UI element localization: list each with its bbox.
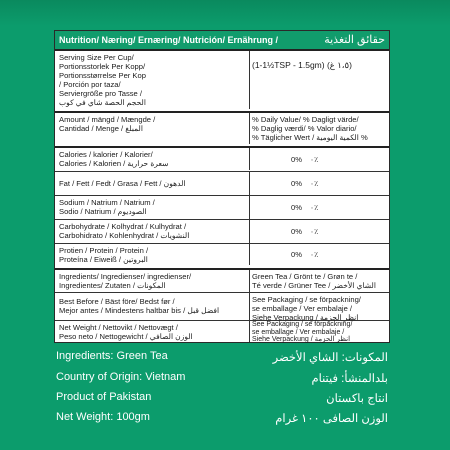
protein-row [55, 243, 389, 265]
nutrient-label: Fat / Fett / Fedt / Grasa / Fett / الدهون [59, 179, 186, 188]
nutrient-value: 0% [291, 179, 302, 188]
nutrient-value: 0% [291, 227, 302, 236]
best-before-label: Mejor antes / Mindestens haltbar bis / افضل قبل [59, 306, 220, 315]
bottom-country-arabic: بلدالمنشأ: فيتنام [311, 373, 388, 385]
nutrient-label: Calories / kalorier / Kalorier/ [59, 150, 153, 159]
ingredients-value: Green Tea / Grönt te / Grøn te / [252, 272, 358, 281]
bottom-country: Country of Origin: Vietnam [56, 371, 186, 383]
nutrient-label: Carbohidrato / Kohlenhydrat / النشويات [59, 231, 190, 240]
nutrient-value: 0% [291, 155, 302, 164]
nutrient-value: 0% [291, 250, 302, 259]
header-title-arabic: حقائق التغذية [324, 34, 385, 46]
nutrient-value: 0% [291, 203, 302, 212]
sodium-row [55, 195, 389, 219]
amount-label: Cantidad / Menge / المبلغ [59, 124, 143, 133]
bottom-ingredients-arabic: المكونات: الشاي الأخضر [272, 352, 388, 364]
nutrient-label: Calories / Kalorien / سعرة حرارية [59, 159, 169, 168]
ingredients-label: Ingredients/ Ingredienser/ ingredienser/ [59, 272, 192, 281]
nutrient-value-arabic: ٠٪ [310, 250, 319, 259]
calories-row [55, 146, 389, 170]
ingredients-table-row [55, 268, 389, 292]
net-weight-label: Peso neto / Nettogewicht / الوزن الصافي [59, 332, 193, 341]
best-before-value: se emballage / Ver embalaje / [252, 304, 353, 313]
serving-label: Portionsstorlek Per Kopp/ [59, 62, 146, 71]
serving-label: Serviergröße pro Tasse / [59, 89, 143, 98]
serving-value: (1-1½TSP - 1.5gm) (١،٥ غ) [252, 60, 352, 70]
nutrient-value-arabic: ٠٪ [310, 203, 319, 212]
serving-label: Portionsstørrelse Per Kop [59, 71, 146, 80]
ingredients-label: Ingredientes/ Zutaten / المكونات [59, 281, 166, 290]
net-weight-value: se emballage / Ver embalaje / [252, 328, 345, 336]
fat-row [55, 171, 389, 195]
nutrient-label: Sodium / Natrium / Natrium / [59, 198, 155, 207]
daily-value-label: % Daglig værdi/ % Valor diario/ [252, 124, 357, 133]
serving-label: Serving Size Per Cup/ [59, 53, 134, 62]
nutrient-label: Sodio / Natrium / الصوديوم [59, 207, 147, 216]
best-before-label: Best Before / Bäst före/ Bedst før / [59, 297, 175, 306]
best-before-row [55, 292, 389, 320]
background-shade [0, 0, 450, 26]
net-weight-table-row [55, 320, 389, 342]
nutrient-label: Carbohydrate / Kolhydrat / Kulhydrat / [59, 222, 187, 231]
daily-value-label: % Daily Value/ % Dagligt värde/ [252, 115, 359, 124]
bottom-product-arabic: انتاج باكستان [326, 393, 388, 405]
amount-label: Amount / mängd / Mængde / [59, 115, 156, 124]
best-before-value: Siehe Verpackung / انظر الحزمة [252, 313, 359, 322]
nutrition-panel [54, 30, 390, 343]
serving-row [55, 49, 389, 109]
serving-label-arabic: الحجم الحصة شاي في كوب [59, 98, 146, 107]
bottom-ingredients: Ingredients: Green Tea [56, 350, 168, 362]
header-title: Nutrition/ Næring/ Ernæring/ Nutrición/ Ernährung / [59, 35, 278, 45]
nutrient-value-arabic: ٠٪ [310, 227, 319, 236]
bottom-product: Product of Pakistan [56, 391, 152, 403]
nutrient-label: Proteína / Eiweiß / البروتين [59, 255, 148, 264]
net-weight-value: Siehe Verpackung / انظر الحزمة [252, 336, 351, 344]
ingredients-value: Té verde / Grüner Tee / الشاي الأخضر [252, 281, 376, 290]
daily-value-label: % Täglicher Wert / الكمية اليومية % [252, 133, 368, 142]
best-before-value: See Packaging / se förpackning/ [252, 295, 361, 304]
net-weight-label: Net Weight / Nettovikt / Nettovægt / [59, 323, 178, 332]
amount-row [55, 111, 389, 144]
nutrient-value-arabic: ٠٪ [310, 155, 319, 164]
bottom-net-weight: Net Weight: 100gm [56, 411, 150, 423]
carbohydrate-row [55, 219, 389, 243]
serving-label: / Porción por taza/ [59, 80, 121, 89]
net-weight-value: See Packaging / se förpackning/ [252, 321, 353, 328]
bottom-net-weight-arabic: الوزن الصافى ١٠٠ غرام [275, 413, 388, 425]
nutrient-value-arabic: ٠٪ [310, 179, 319, 188]
panel-header [55, 31, 389, 49]
nutrient-label: Protien / Protein / Protein / [59, 246, 149, 255]
